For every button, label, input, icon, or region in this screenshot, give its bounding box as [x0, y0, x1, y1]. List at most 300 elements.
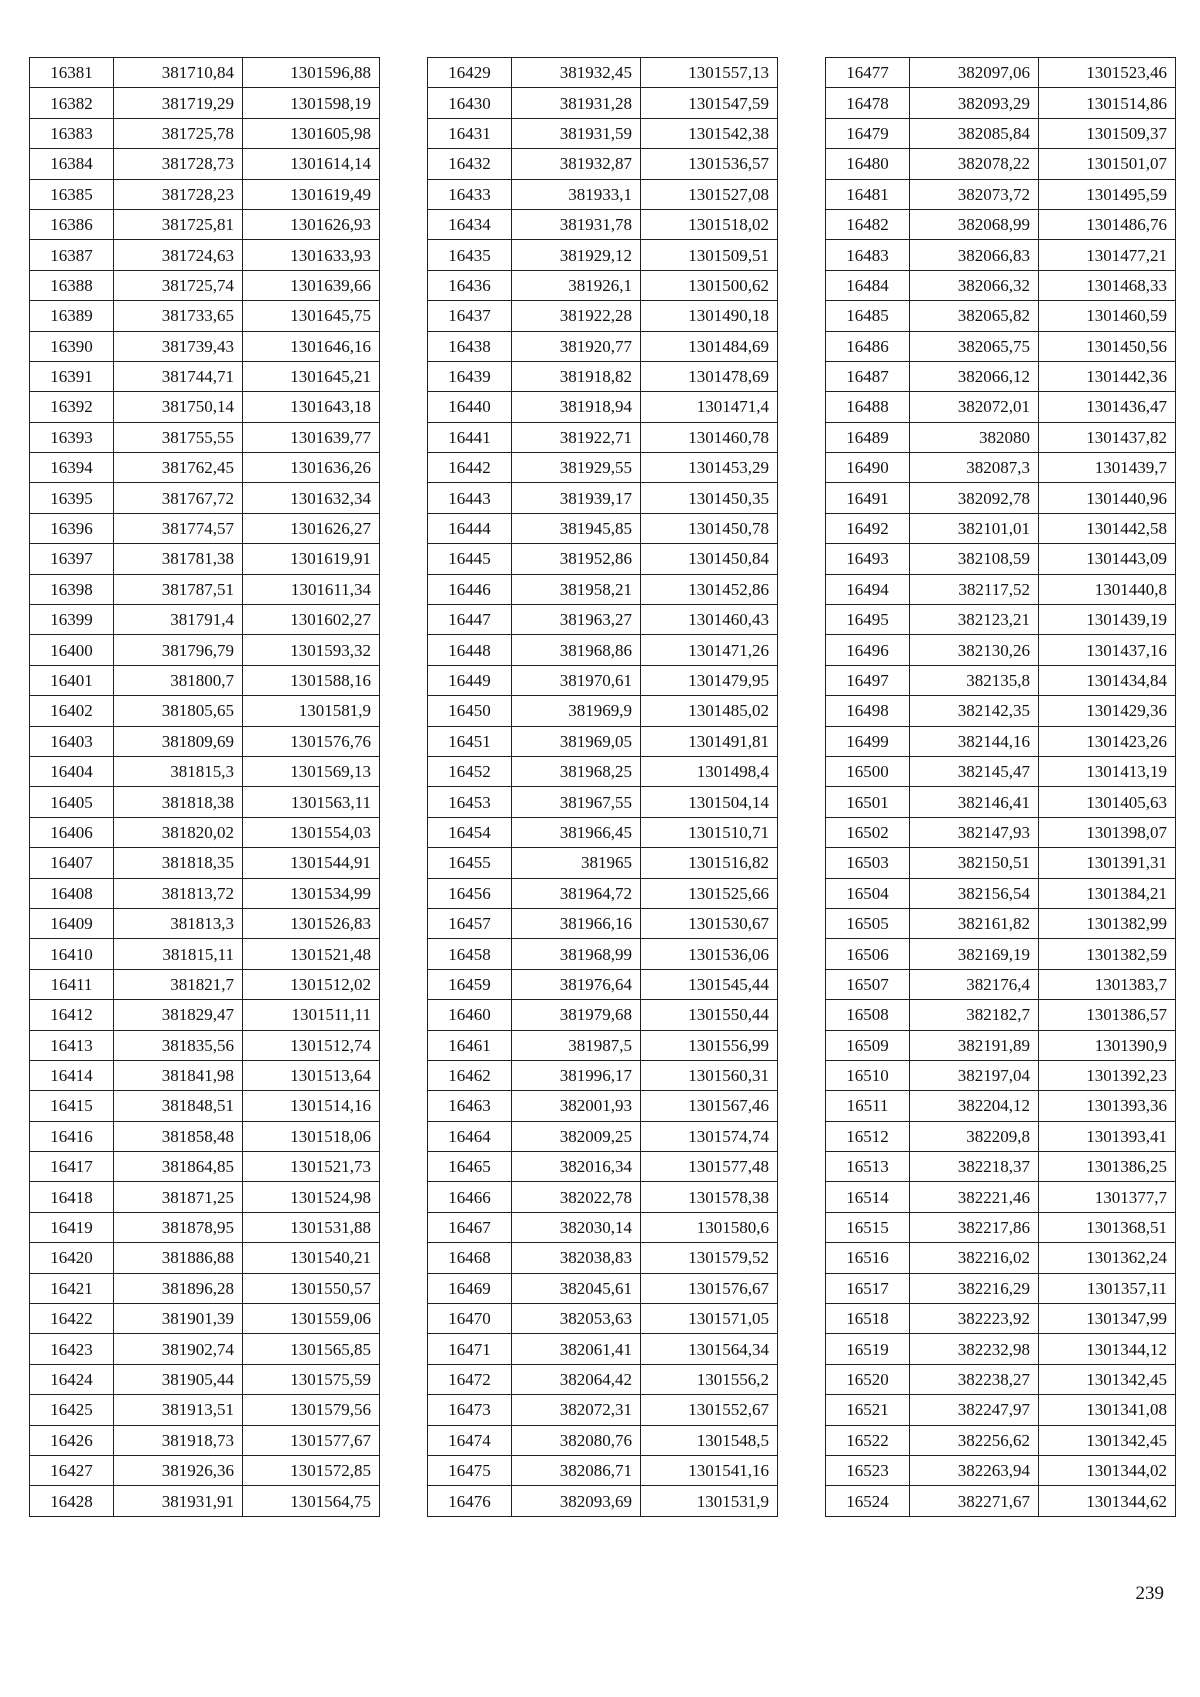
y-coordinate-cell: 1301572,85: [243, 1455, 380, 1485]
x-coordinate-cell: 381725,81: [114, 209, 243, 239]
table-row: [30, 331, 380, 361]
point-number-cell: 16431: [428, 118, 512, 148]
x-coordinate-cell: 382117,52: [910, 574, 1039, 604]
point-number-cell: 16434: [428, 209, 512, 239]
y-coordinate-cell: 1301527,08: [641, 179, 778, 209]
table-row: [428, 209, 778, 239]
point-number-cell: 16388: [30, 270, 114, 300]
point-number-cell: 16477: [826, 58, 910, 88]
point-number-cell: 16391: [30, 361, 114, 391]
table-row: [30, 939, 380, 969]
point-number-cell: 16449: [428, 665, 512, 695]
x-coordinate-cell: 381965: [512, 848, 641, 878]
x-coordinate-cell: 382001,93: [512, 1091, 641, 1121]
point-number-cell: 16402: [30, 696, 114, 726]
point-number-cell: 16480: [826, 149, 910, 179]
point-number-cell: 16432: [428, 149, 512, 179]
x-coordinate-cell: 381966,45: [512, 817, 641, 847]
table-row: [826, 665, 1176, 695]
y-coordinate-cell: 1301569,13: [243, 756, 380, 786]
table-row: [30, 361, 380, 391]
point-number-cell: 16508: [826, 1000, 910, 1030]
point-number-cell: 16424: [30, 1364, 114, 1394]
y-coordinate-cell: 1301619,49: [243, 179, 380, 209]
table-row: [30, 1182, 380, 1212]
table-row: [428, 1364, 778, 1394]
point-number-cell: 16471: [428, 1334, 512, 1364]
y-coordinate-cell: 1301560,31: [641, 1060, 778, 1090]
x-coordinate-cell: 382045,61: [512, 1273, 641, 1303]
table-row: [826, 483, 1176, 513]
y-coordinate-cell: 1301576,67: [641, 1273, 778, 1303]
table-row: [826, 58, 1176, 88]
y-coordinate-cell: 1301576,76: [243, 726, 380, 756]
y-coordinate-cell: 1301513,64: [243, 1060, 380, 1090]
y-coordinate-cell: 1301518,06: [243, 1121, 380, 1151]
y-coordinate-cell: 1301536,57: [641, 149, 778, 179]
x-coordinate-cell: 381750,14: [114, 392, 243, 422]
x-coordinate-cell: 382161,82: [910, 908, 1039, 938]
y-coordinate-cell: 1301382,59: [1039, 939, 1176, 969]
y-coordinate-cell: 1301559,06: [243, 1304, 380, 1334]
point-number-cell: 16497: [826, 665, 910, 695]
x-coordinate-cell: 382223,92: [910, 1304, 1039, 1334]
y-coordinate-cell: 1301540,21: [243, 1243, 380, 1273]
x-coordinate-cell: 381970,61: [512, 665, 641, 695]
point-number-cell: 16408: [30, 878, 114, 908]
x-coordinate-cell: 381913,51: [114, 1395, 243, 1425]
page-number: 239: [1135, 1583, 1164, 1604]
table-row: [30, 392, 380, 422]
x-coordinate-cell: 382080,76: [512, 1425, 641, 1455]
x-coordinate-cell: 381922,28: [512, 301, 641, 331]
table-row: [30, 665, 380, 695]
y-coordinate-cell: 1301437,82: [1039, 422, 1176, 452]
y-coordinate-cell: 1301611,34: [243, 574, 380, 604]
y-coordinate-cell: 1301453,29: [641, 453, 778, 483]
point-number-cell: 16426: [30, 1425, 114, 1455]
point-number-cell: 16435: [428, 240, 512, 270]
table-row: [826, 361, 1176, 391]
table-row: [428, 179, 778, 209]
point-number-cell: 16501: [826, 787, 910, 817]
y-coordinate-cell: 1301347,99: [1039, 1304, 1176, 1334]
table-row: [826, 149, 1176, 179]
point-number-cell: 16478: [826, 88, 910, 118]
y-coordinate-cell: 1301429,36: [1039, 696, 1176, 726]
point-number-cell: 16430: [428, 88, 512, 118]
y-coordinate-cell: 1301477,21: [1039, 240, 1176, 270]
x-coordinate-cell: 381968,99: [512, 939, 641, 969]
table-row: [428, 635, 778, 665]
y-coordinate-cell: 1301632,34: [243, 483, 380, 513]
y-coordinate-cell: 1301581,9: [243, 696, 380, 726]
x-coordinate-cell: 381918,73: [114, 1425, 243, 1455]
table-row: [428, 848, 778, 878]
x-coordinate-cell: 381796,79: [114, 635, 243, 665]
coordinate-table-body: [428, 58, 778, 1517]
table-row: [428, 1334, 778, 1364]
point-number-cell: 16511: [826, 1091, 910, 1121]
y-coordinate-cell: 1301556,99: [641, 1030, 778, 1060]
table-row: [826, 1304, 1176, 1334]
y-coordinate-cell: 1301383,7: [1039, 969, 1176, 999]
point-number-cell: 16454: [428, 817, 512, 847]
table-row: [428, 240, 778, 270]
y-coordinate-cell: 1301552,67: [641, 1395, 778, 1425]
coordinate-table-3: [825, 57, 1176, 1517]
x-coordinate-cell: 382263,94: [910, 1455, 1039, 1485]
x-coordinate-cell: 381964,72: [512, 878, 641, 908]
x-coordinate-cell: 381968,25: [512, 756, 641, 786]
table-row: [428, 1030, 778, 1060]
table-row: [30, 544, 380, 574]
y-coordinate-cell: 1301626,93: [243, 209, 380, 239]
table-row: [826, 1030, 1176, 1060]
point-number-cell: 16442: [428, 453, 512, 483]
point-number-cell: 16506: [826, 939, 910, 969]
y-coordinate-cell: 1301577,48: [641, 1152, 778, 1182]
point-number-cell: 16487: [826, 361, 910, 391]
y-coordinate-cell: 1301643,18: [243, 392, 380, 422]
y-coordinate-cell: 1301619,91: [243, 544, 380, 574]
point-number-cell: 16381: [30, 58, 114, 88]
point-number-cell: 16398: [30, 574, 114, 604]
table-row: [30, 1212, 380, 1242]
y-coordinate-cell: 1301521,48: [243, 939, 380, 969]
table-row: [428, 301, 778, 331]
table-row: [826, 726, 1176, 756]
table-row: [30, 209, 380, 239]
x-coordinate-cell: 382093,29: [910, 88, 1039, 118]
y-coordinate-cell: 1301596,88: [243, 58, 380, 88]
y-coordinate-cell: 1301580,6: [641, 1212, 778, 1242]
table-row: [30, 756, 380, 786]
x-coordinate-cell: 382065,82: [910, 301, 1039, 331]
point-number-cell: 16515: [826, 1212, 910, 1242]
y-coordinate-cell: 1301393,41: [1039, 1121, 1176, 1151]
x-coordinate-cell: 382086,71: [512, 1455, 641, 1485]
table-row: [428, 665, 778, 695]
y-coordinate-cell: 1301548,5: [641, 1425, 778, 1455]
point-number-cell: 16410: [30, 939, 114, 969]
point-number-cell: 16452: [428, 756, 512, 786]
x-coordinate-cell: 382064,42: [512, 1364, 641, 1394]
y-coordinate-cell: 1301439,19: [1039, 605, 1176, 635]
y-coordinate-cell: 1301636,26: [243, 453, 380, 483]
x-coordinate-cell: 381902,74: [114, 1334, 243, 1364]
x-coordinate-cell: 381725,78: [114, 118, 243, 148]
table-row: [30, 1425, 380, 1455]
x-coordinate-cell: 381733,65: [114, 301, 243, 331]
x-coordinate-cell: 381968,86: [512, 635, 641, 665]
point-number-cell: 16465: [428, 1152, 512, 1182]
point-number-cell: 16462: [428, 1060, 512, 1090]
table-row: [826, 331, 1176, 361]
table-row: [826, 1243, 1176, 1273]
point-number-cell: 16446: [428, 574, 512, 604]
y-coordinate-cell: 1301344,62: [1039, 1486, 1176, 1516]
point-number-cell: 16409: [30, 908, 114, 938]
x-coordinate-cell: 382142,35: [910, 696, 1039, 726]
y-coordinate-cell: 1301579,56: [243, 1395, 380, 1425]
table-row: [428, 969, 778, 999]
point-number-cell: 16414: [30, 1060, 114, 1090]
y-coordinate-cell: 1301512,02: [243, 969, 380, 999]
y-coordinate-cell: 1301542,38: [641, 118, 778, 148]
y-coordinate-cell: 1301646,16: [243, 331, 380, 361]
y-coordinate-cell: 1301498,4: [641, 756, 778, 786]
table-row: [428, 1425, 778, 1455]
table-row: [30, 848, 380, 878]
x-coordinate-cell: 382135,8: [910, 665, 1039, 695]
x-coordinate-cell: 381728,73: [114, 149, 243, 179]
x-coordinate-cell: 381918,94: [512, 392, 641, 422]
x-coordinate-cell: 382093,69: [512, 1486, 641, 1516]
table-row: [826, 1334, 1176, 1364]
point-number-cell: 16502: [826, 817, 910, 847]
x-coordinate-cell: 382085,84: [910, 118, 1039, 148]
x-coordinate-cell: 381818,35: [114, 848, 243, 878]
point-number-cell: 16396: [30, 513, 114, 543]
point-number-cell: 16418: [30, 1182, 114, 1212]
point-number-cell: 16519: [826, 1334, 910, 1364]
table-row: [30, 969, 380, 999]
y-coordinate-cell: 1301501,07: [1039, 149, 1176, 179]
table-row: [30, 1091, 380, 1121]
x-coordinate-cell: 381926,36: [114, 1455, 243, 1485]
table-row: [826, 453, 1176, 483]
table-row: [428, 270, 778, 300]
x-coordinate-cell: 382147,93: [910, 817, 1039, 847]
table-row: [30, 301, 380, 331]
point-number-cell: 16427: [30, 1455, 114, 1485]
x-coordinate-cell: 381952,86: [512, 544, 641, 574]
x-coordinate-cell: 381896,28: [114, 1273, 243, 1303]
x-coordinate-cell: 382072,31: [512, 1395, 641, 1425]
x-coordinate-cell: 382247,97: [910, 1395, 1039, 1425]
point-number-cell: 16495: [826, 605, 910, 635]
point-number-cell: 16483: [826, 240, 910, 270]
x-coordinate-cell: 381815,11: [114, 939, 243, 969]
table-row: [30, 149, 380, 179]
point-number-cell: 16494: [826, 574, 910, 604]
x-coordinate-cell: 381939,17: [512, 483, 641, 513]
y-coordinate-cell: 1301484,69: [641, 331, 778, 361]
table-row: [30, 1152, 380, 1182]
x-coordinate-cell: 382169,19: [910, 939, 1039, 969]
table-row: [826, 1273, 1176, 1303]
x-coordinate-cell: 382097,06: [910, 58, 1039, 88]
x-coordinate-cell: 381886,88: [114, 1243, 243, 1273]
x-coordinate-cell: 382216,02: [910, 1243, 1039, 1273]
x-coordinate-cell: 381931,28: [512, 88, 641, 118]
x-coordinate-cell: 382009,25: [512, 1121, 641, 1151]
table-row: [30, 1000, 380, 1030]
x-coordinate-cell: 382232,98: [910, 1334, 1039, 1364]
x-coordinate-cell: 381744,71: [114, 361, 243, 391]
point-number-cell: 16384: [30, 149, 114, 179]
table-row: [30, 483, 380, 513]
x-coordinate-cell: 382256,62: [910, 1425, 1039, 1455]
x-coordinate-cell: 381929,55: [512, 453, 641, 483]
y-coordinate-cell: 1301645,75: [243, 301, 380, 331]
table-row: [30, 878, 380, 908]
y-coordinate-cell: 1301531,9: [641, 1486, 778, 1516]
x-coordinate-cell: 381931,78: [512, 209, 641, 239]
y-coordinate-cell: 1301391,31: [1039, 848, 1176, 878]
x-coordinate-cell: 382078,22: [910, 149, 1039, 179]
table-row: [30, 817, 380, 847]
y-coordinate-cell: 1301525,66: [641, 878, 778, 908]
x-coordinate-cell: 381929,12: [512, 240, 641, 270]
x-coordinate-cell: 382218,37: [910, 1152, 1039, 1182]
table-row: [30, 696, 380, 726]
point-number-cell: 16463: [428, 1091, 512, 1121]
x-coordinate-cell: 381878,95: [114, 1212, 243, 1242]
y-coordinate-cell: 1301491,81: [641, 726, 778, 756]
x-coordinate-cell: 382238,27: [910, 1364, 1039, 1394]
y-coordinate-cell: 1301526,83: [243, 908, 380, 938]
point-number-cell: 16481: [826, 179, 910, 209]
y-coordinate-cell: 1301575,59: [243, 1364, 380, 1394]
y-coordinate-cell: 1301541,16: [641, 1455, 778, 1485]
y-coordinate-cell: 1301485,02: [641, 696, 778, 726]
table-row: [30, 270, 380, 300]
y-coordinate-cell: 1301524,98: [243, 1182, 380, 1212]
point-number-cell: 16520: [826, 1364, 910, 1394]
table-row: [30, 908, 380, 938]
point-number-cell: 16428: [30, 1486, 114, 1516]
x-coordinate-cell: 382016,34: [512, 1152, 641, 1182]
y-coordinate-cell: 1301639,66: [243, 270, 380, 300]
x-coordinate-cell: 382197,04: [910, 1060, 1039, 1090]
table-row: [826, 696, 1176, 726]
y-coordinate-cell: 1301556,2: [641, 1364, 778, 1394]
point-number-cell: 16472: [428, 1364, 512, 1394]
table-row: [30, 1243, 380, 1273]
y-coordinate-cell: 1301500,62: [641, 270, 778, 300]
table-row: [428, 149, 778, 179]
y-coordinate-cell: 1301605,98: [243, 118, 380, 148]
y-coordinate-cell: 1301495,59: [1039, 179, 1176, 209]
point-number-cell: 16473: [428, 1395, 512, 1425]
y-coordinate-cell: 1301574,74: [641, 1121, 778, 1151]
point-number-cell: 16505: [826, 908, 910, 938]
point-number-cell: 16405: [30, 787, 114, 817]
x-coordinate-cell: 381728,23: [114, 179, 243, 209]
table-row: [30, 1455, 380, 1485]
x-coordinate-cell: 381920,77: [512, 331, 641, 361]
table-row: [30, 422, 380, 452]
x-coordinate-cell: 381958,21: [512, 574, 641, 604]
y-coordinate-cell: 1301554,03: [243, 817, 380, 847]
point-number-cell: 16390: [30, 331, 114, 361]
y-coordinate-cell: 1301545,44: [641, 969, 778, 999]
y-coordinate-cell: 1301437,16: [1039, 635, 1176, 665]
y-coordinate-cell: 1301479,95: [641, 665, 778, 695]
y-coordinate-cell: 1301443,09: [1039, 544, 1176, 574]
x-coordinate-cell: 382156,54: [910, 878, 1039, 908]
x-coordinate-cell: 381739,43: [114, 331, 243, 361]
point-number-cell: 16417: [30, 1152, 114, 1182]
table-row: [826, 1395, 1176, 1425]
y-coordinate-cell: 1301577,67: [243, 1425, 380, 1455]
point-number-cell: 16467: [428, 1212, 512, 1242]
point-number-cell: 16514: [826, 1182, 910, 1212]
point-number-cell: 16423: [30, 1334, 114, 1364]
y-coordinate-cell: 1301626,27: [243, 513, 380, 543]
table-row: [826, 908, 1176, 938]
x-coordinate-cell: 381787,51: [114, 574, 243, 604]
point-number-cell: 16476: [428, 1486, 512, 1516]
point-number-cell: 16468: [428, 1243, 512, 1273]
table-row: [30, 179, 380, 209]
y-coordinate-cell: 1301518,02: [641, 209, 778, 239]
table-row: [30, 118, 380, 148]
x-coordinate-cell: 381813,3: [114, 908, 243, 938]
y-coordinate-cell: 1301434,84: [1039, 665, 1176, 695]
x-coordinate-cell: 382176,4: [910, 969, 1039, 999]
x-coordinate-cell: 382271,67: [910, 1486, 1039, 1516]
table-row: [428, 1486, 778, 1516]
point-number-cell: 16437: [428, 301, 512, 331]
y-coordinate-cell: 1301486,76: [1039, 209, 1176, 239]
table-row: [428, 453, 778, 483]
x-coordinate-cell: 382216,29: [910, 1273, 1039, 1303]
point-number-cell: 16399: [30, 605, 114, 635]
table-row: [428, 1395, 778, 1425]
point-number-cell: 16415: [30, 1091, 114, 1121]
table-row: [30, 1273, 380, 1303]
x-coordinate-cell: 382087,3: [910, 453, 1039, 483]
x-coordinate-cell: 382061,41: [512, 1334, 641, 1364]
y-coordinate-cell: 1301578,38: [641, 1182, 778, 1212]
x-coordinate-cell: 381767,72: [114, 483, 243, 513]
x-coordinate-cell: 381901,39: [114, 1304, 243, 1334]
y-coordinate-cell: 1301478,69: [641, 361, 778, 391]
table-row: [428, 1212, 778, 1242]
table-row: [826, 88, 1176, 118]
point-number-cell: 16461: [428, 1030, 512, 1060]
table-row: [826, 1364, 1176, 1394]
table-row: [428, 605, 778, 635]
table-row: [428, 1091, 778, 1121]
x-coordinate-cell: 381774,57: [114, 513, 243, 543]
x-coordinate-cell: 382108,59: [910, 544, 1039, 574]
point-number-cell: 16479: [826, 118, 910, 148]
point-number-cell: 16419: [30, 1212, 114, 1242]
point-number-cell: 16436: [428, 270, 512, 300]
y-coordinate-cell: 1301450,56: [1039, 331, 1176, 361]
point-number-cell: 16499: [826, 726, 910, 756]
y-coordinate-cell: 1301450,78: [641, 513, 778, 543]
point-number-cell: 16385: [30, 179, 114, 209]
x-coordinate-cell: 381945,85: [512, 513, 641, 543]
x-coordinate-cell: 382146,41: [910, 787, 1039, 817]
coordinate-table-body: [30, 58, 380, 1517]
point-number-cell: 16512: [826, 1121, 910, 1151]
point-number-cell: 16510: [826, 1060, 910, 1090]
x-coordinate-cell: 381821,7: [114, 969, 243, 999]
y-coordinate-cell: 1301342,45: [1039, 1364, 1176, 1394]
x-coordinate-cell: 382092,78: [910, 483, 1039, 513]
point-number-cell: 16403: [30, 726, 114, 756]
point-number-cell: 16433: [428, 179, 512, 209]
table-row: [826, 270, 1176, 300]
point-number-cell: 16392: [30, 392, 114, 422]
x-coordinate-cell: 381791,4: [114, 605, 243, 635]
